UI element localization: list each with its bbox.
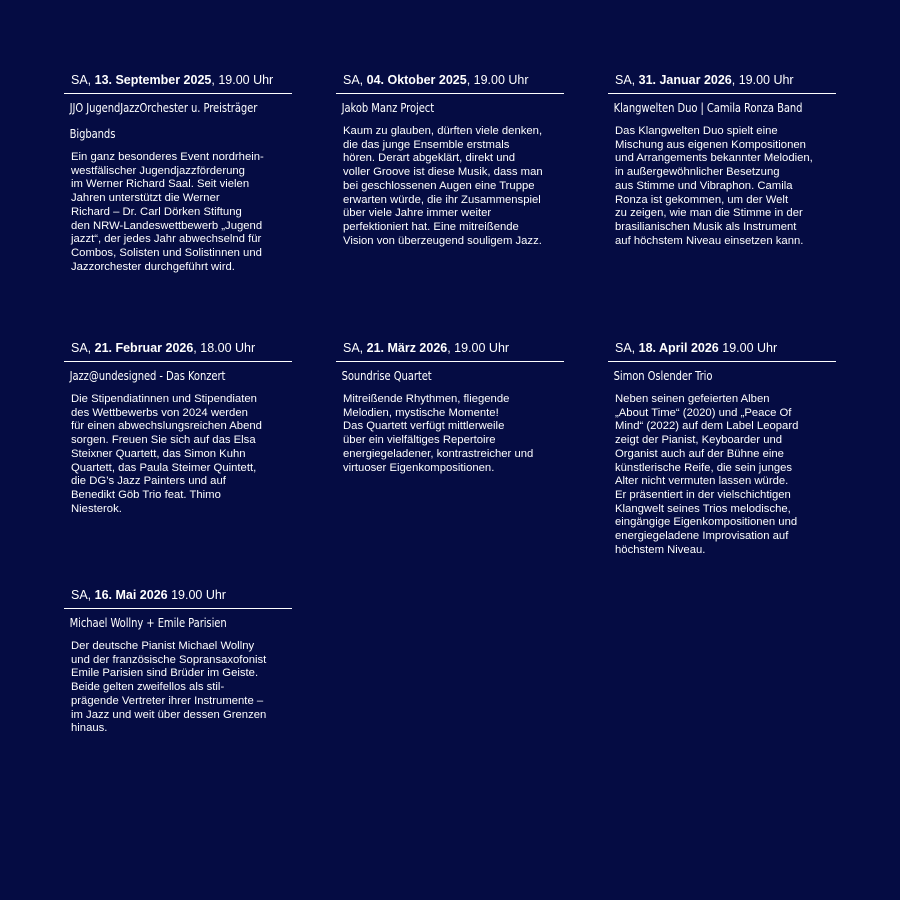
event-date: SA, 04. Oktober 2025, 19.00 Uhr <box>343 73 529 87</box>
event-description: Das Klangwelten Duo spielt eine Mischung aus eigenen Kompositionen und Arrangements bekannter Melodien, in außergewöhnlicher Besetzung aus Stimme und Vibraphon. Camila Ronza ist gekommen, um der Welt zu zeigen, wie man die Stimme in der brasilianischen Musik als Instrument auf höchstem Niveau einsetzen kann. <box>615 125 813 247</box>
event-description: Kaum zu glauben, dürften viele denken, die das junge Ensemble erstmals hören. Derart abgeklärt, direkt und voller Groove ist diese Musik, dass man bei geschlossenen Augen eine Truppe erwarten würde, die ihr Zusammenspiel über viele Jahre immer weiter perfektioniert hat. Eine mitreißende Vision von überzeugend souligem Jazz. <box>343 125 543 247</box>
event-title: Michael Wollny + Emile Parisien <box>69 615 227 630</box>
event-title: Soundrise Quartet <box>341 368 432 383</box>
event-title: Jakob Manz Project <box>341 100 435 115</box>
event-date: SA, 16. Mai 2026 19.00 Uhr <box>71 588 226 602</box>
event-card-klangwelten <box>608 73 836 248</box>
event-title: Klangwelten Duo | Camila Ronza Band <box>613 100 803 115</box>
event-description: Die Stipendiatinnen und Stipendiaten des Wettbewerbs von 2024 werden für einen abwechslungsreichen Abend sorgen. Freuen Sie sich auf das Elsa Steixner Quartett, das Simon Kuhn Quartett, das Paula Steimer Quintett, die DG’s Jazz Painters und auf Benedikt Göb Trio feat. Thimo Niesterok. <box>71 393 262 515</box>
event-date: SA, 31. Januar 2026, 19.00 Uhr <box>615 73 794 87</box>
divider <box>608 93 836 94</box>
event-title-line-2: Bigbands <box>69 126 116 141</box>
event-description: Der deutsche Pianist Michael Wollny und der französische Sopransaxofonist Emile Parisien sind Brüder im Geiste. Beide gelten zweifellos als stil- prägende Vertreter ihrer Instrumente – im Jazz und weit über dessen Grenzen hinaus. <box>71 640 267 735</box>
event-title: Jazz@undesigned - Das Konzert <box>69 368 226 383</box>
divider <box>608 361 836 362</box>
event-description: Mitreißende Rhythmen, fliegende Melodien, mystische Momente! Das Quartett verfügt mittlerweile über ein vielfältiges Repertoire energiegeladener, kontrastreicher und virtuoser Eigenkompositionen. <box>343 393 534 474</box>
event-description: Neben seinen gefeierten Alben „About Time“ (2020) und „Peace Of Mind“ (2022) auf dem Label Leopard zeigt der Pianist, Keyboarder und Organist auch auf der Bühne eine künstlerische Reife, die sein junges Alter nicht vermuten lassen würde. Er präsentiert in der vielschichtigen Klangwelt seines Trios melodische, eingängige Eigenkompositionen und energiegeladene Improvisation auf höchstem Niveau. <box>615 393 799 556</box>
divider <box>64 608 292 609</box>
event-date: SA, 21. Februar 2026, 18.00 Uhr <box>71 341 256 355</box>
event-card-jjo <box>64 73 292 274</box>
event-card-jazz-undesigned <box>64 341 292 516</box>
event-card-simon-oslender <box>608 341 836 557</box>
divider <box>336 93 564 94</box>
event-date: SA, 13. September 2025, 19.00 Uhr <box>71 73 274 87</box>
event-title: JJO JugendJazzOrchester u. Preisträger <box>69 100 258 115</box>
event-title: Simon Oslender Trio <box>613 368 713 383</box>
event-card-wollny-parisien <box>64 588 292 736</box>
divider <box>64 361 292 362</box>
divider <box>64 93 292 94</box>
event-card-jakob-manz <box>336 73 564 248</box>
divider <box>336 361 564 362</box>
event-description: Ein ganz besonderes Event nordrhein- westfälischer Jugendjazzförderung im Werner Richard Saal. Seit vielen Jahren unterstützt die Werner Richard – Dr. Carl Dörken Stiftung den NRW-Landeswettbewerb „Jugend jazzt“, der jedes Jahr abwechselnd für Combos, Solisten und Solistinnen und Jazzorchester durchgeführt wird. <box>71 151 264 273</box>
event-date: SA, 21. März 2026, 19.00 Uhr <box>343 341 510 355</box>
event-date: SA, 18. April 2026 19.00 Uhr <box>615 341 778 355</box>
event-card-soundrise <box>336 341 564 475</box>
